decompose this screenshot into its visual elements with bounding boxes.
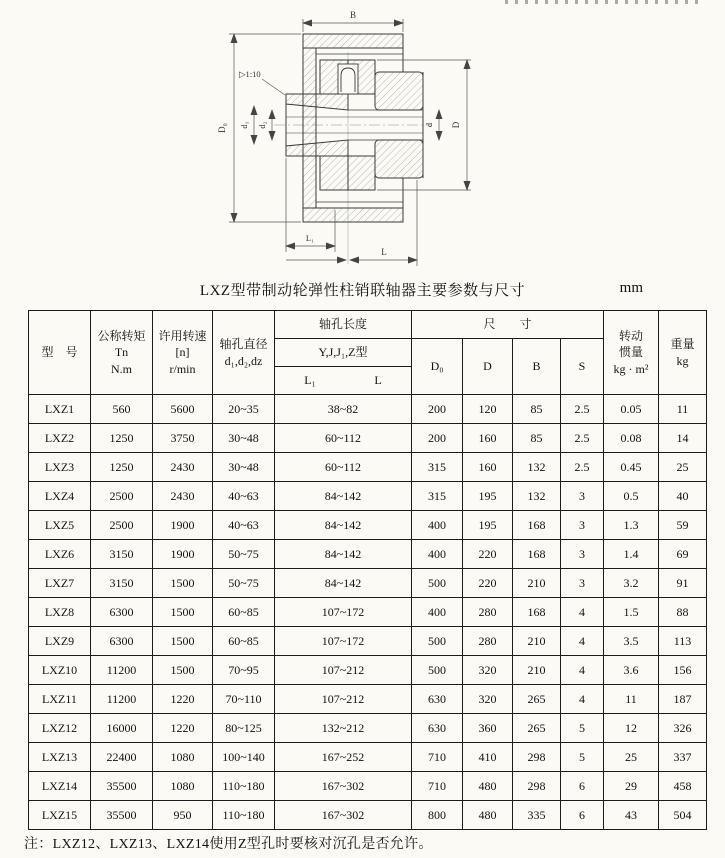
table-cell: 280 (463, 598, 513, 627)
table-cell: LXZ11 (29, 685, 91, 714)
table-cell: 3750 (153, 424, 213, 453)
table-cell: 167~302 (275, 772, 412, 801)
table-cell: LXZ13 (29, 743, 91, 772)
table-cell: LXZ2 (29, 424, 91, 453)
table-cell: 110~180 (213, 801, 275, 830)
table-cell: 280 (463, 627, 513, 656)
col-header-length-types: Y,J,J₁,Z型 (275, 339, 412, 367)
table-cell: 5 (561, 714, 604, 743)
table-cell: 710 (412, 743, 463, 772)
table-row (29, 685, 707, 714)
spec-table (28, 310, 707, 830)
taper-label: ▷1:10 (239, 69, 261, 79)
table-cell: 3150 (91, 540, 153, 569)
footnote: 注：LXZ12、LXZ13、LXZ14使用Z型孔时要核对沉孔是否允许。 (24, 837, 433, 852)
table-cell: 710 (412, 772, 463, 801)
table-cell: 0.08 (604, 424, 659, 453)
table-cell: 3 (561, 569, 604, 598)
table-cell: 0.5 (604, 482, 659, 511)
col-header-L1-L (275, 367, 412, 395)
table-cell: 107~172 (275, 627, 412, 656)
table-cell: 25 (659, 453, 707, 482)
table-cell: 22400 (91, 743, 153, 772)
table-cell: 2.5 (561, 424, 604, 453)
table-cell: 50~75 (213, 540, 275, 569)
table-cell: 20~35 (213, 395, 275, 424)
table-cell: 5600 (153, 395, 213, 424)
table-cell: 100~140 (213, 743, 275, 772)
table-cell: 35500 (91, 801, 153, 830)
table-cell: 4 (561, 656, 604, 685)
speed-line2: [n] (175, 345, 190, 360)
table-cell: 320 (463, 685, 513, 714)
table-cell: LXZ4 (29, 482, 91, 511)
bore-line2: d₁,d₂,dz (224, 353, 263, 368)
table-cell: 6300 (91, 627, 153, 656)
table-cell: 3 (561, 482, 604, 511)
table-cell: 3.6 (604, 656, 659, 685)
table-cell: 265 (513, 685, 561, 714)
table-cell: 480 (463, 801, 513, 830)
table-cell: 60~112 (275, 453, 412, 482)
col-header-inertia (604, 311, 659, 395)
table-cell: 16000 (91, 714, 153, 743)
table-row (29, 395, 707, 424)
table-header (29, 311, 707, 395)
l1-label: L₁ (304, 373, 316, 388)
col-header-speed (153, 311, 213, 395)
dim-label-b: B (349, 10, 357, 20)
table-cell: 107~212 (275, 685, 412, 714)
col-header-D: D (463, 339, 513, 395)
dim-label-d1: d₁ (239, 121, 249, 129)
table-cell: 500 (412, 569, 463, 598)
table-cell: 167~302 (275, 801, 412, 830)
table-row (29, 540, 707, 569)
table-cell: 113 (659, 627, 707, 656)
table-row (29, 743, 707, 772)
table-cell: 1.4 (604, 540, 659, 569)
table-row (29, 598, 707, 627)
table-cell: 1.3 (604, 511, 659, 540)
table-cell: 80~125 (213, 714, 275, 743)
table-cell: 30~48 (213, 453, 275, 482)
table-cell: 950 (153, 801, 213, 830)
table-row (29, 511, 707, 540)
table-cell: 1900 (153, 540, 213, 569)
table-cell: LXZ6 (29, 540, 91, 569)
table-cell: 59 (659, 511, 707, 540)
table-cell: 0.05 (604, 395, 659, 424)
table-cell: 1080 (153, 743, 213, 772)
table-cell: 43 (604, 801, 659, 830)
table-cell: 3150 (91, 569, 153, 598)
table-cell: 168 (513, 511, 561, 540)
table-row (29, 453, 707, 482)
table-cell: 1250 (91, 453, 153, 482)
table-cell: 35500 (91, 772, 153, 801)
table-cell: 85 (513, 395, 561, 424)
inertia-line3: kg · m² (613, 361, 649, 376)
table-cell: 40~63 (213, 482, 275, 511)
l-label: L (374, 373, 382, 388)
table-cell: 315 (412, 453, 463, 482)
table-cell: 84~142 (275, 540, 412, 569)
table-cell: 38~82 (275, 395, 412, 424)
table-cell: 195 (463, 511, 513, 540)
table-cell: 70~110 (213, 685, 275, 714)
table-cell: LXZ8 (29, 598, 91, 627)
table-cell: 1080 (153, 772, 213, 801)
dim-B (303, 19, 403, 32)
table-cell: 560 (91, 395, 153, 424)
table-cell: 480 (463, 772, 513, 801)
torque-line1: 公称转矩Tn (97, 329, 146, 360)
table-cell: 1500 (153, 598, 213, 627)
table-cell: 2500 (91, 511, 153, 540)
table-cell: 400 (412, 511, 463, 540)
table-row (29, 627, 707, 656)
coupling-section-drawing (212, 6, 484, 272)
title-row (0, 279, 725, 299)
page-title: LXZ型带制动轮弹性柱销联轴器主要参数与尺寸 (199, 283, 526, 299)
table-cell: 400 (412, 598, 463, 627)
table-cell: 210 (513, 569, 561, 598)
speed-line1: 许用转速 (158, 329, 207, 344)
table-cell: 3.2 (604, 569, 659, 598)
table-cell: 29 (604, 772, 659, 801)
dim-label-l: L (381, 247, 387, 257)
table-row (29, 482, 707, 511)
table-cell: 800 (412, 801, 463, 830)
col-header-length: 轴孔长度 (275, 311, 412, 339)
table-cell: 1500 (153, 627, 213, 656)
table-cell: 11 (659, 395, 707, 424)
table-cell: LXZ5 (29, 511, 91, 540)
table-cell: LXZ10 (29, 656, 91, 685)
col-header-size: 尺 寸 (412, 311, 604, 339)
table-cell: 84~142 (275, 511, 412, 540)
table-cell: 91 (659, 569, 707, 598)
bore-line1: 轴孔直径 (219, 337, 268, 352)
table-cell: 1250 (91, 424, 153, 453)
table-cell: 298 (513, 772, 561, 801)
cutoff-text-fragment (505, 0, 705, 4)
table-cell: 210 (513, 656, 561, 685)
weight-line1: 重量 (670, 337, 695, 352)
table-cell: 5 (561, 743, 604, 772)
table-cell: LXZ15 (29, 801, 91, 830)
table-cell: 200 (412, 395, 463, 424)
table-cell: 132~212 (275, 714, 412, 743)
table-cell: 504 (659, 801, 707, 830)
table-cell: 132 (513, 453, 561, 482)
col-header-D0: D₀ (412, 339, 463, 395)
table-cell: 107~172 (275, 598, 412, 627)
table-cell: 1220 (153, 714, 213, 743)
table-cell: 107~212 (275, 656, 412, 685)
torque-line2: N.m (111, 361, 132, 376)
col-header-model: 型 号 (29, 311, 91, 395)
table-cell: 500 (412, 627, 463, 656)
table-cell: 84~142 (275, 569, 412, 598)
table-cell: 85 (513, 424, 561, 453)
col-header-torque (91, 311, 153, 395)
table-cell: 6300 (91, 598, 153, 627)
table-cell: 630 (412, 714, 463, 743)
table-cell: 298 (513, 743, 561, 772)
table-cell: 1500 (153, 569, 213, 598)
table-cell: 3 (561, 511, 604, 540)
table-cell: 1500 (153, 656, 213, 685)
table-cell: 12 (604, 714, 659, 743)
table-row (29, 772, 707, 801)
table-cell: 220 (463, 569, 513, 598)
table-cell: LXZ14 (29, 772, 91, 801)
dim-label-d2: d₂ (257, 121, 267, 129)
table-cell: 3 (561, 540, 604, 569)
weight-line2: kg (676, 353, 689, 368)
table-cell: 160 (463, 424, 513, 453)
dim-label-d0: D₀ (217, 123, 227, 133)
table-cell: 4 (561, 627, 604, 656)
table-cell: 326 (659, 714, 707, 743)
table-cell: 210 (513, 627, 561, 656)
table-cell: 70~95 (213, 656, 275, 685)
table-cell: 40~63 (213, 511, 275, 540)
table-body (29, 395, 707, 830)
table-cell: 14 (659, 424, 707, 453)
table-cell: 2430 (153, 453, 213, 482)
table-cell: 6 (561, 772, 604, 801)
table-cell: 1220 (153, 685, 213, 714)
table-cell: 3.5 (604, 627, 659, 656)
table-cell: 167~252 (275, 743, 412, 772)
table-cell: 168 (513, 540, 561, 569)
table-cell: 40 (659, 482, 707, 511)
table-cell: 88 (659, 598, 707, 627)
table-row (29, 656, 707, 685)
table-cell: 315 (412, 482, 463, 511)
table-cell: 69 (659, 540, 707, 569)
table-cell: 630 (412, 685, 463, 714)
elastic-pin (338, 64, 358, 94)
table-cell: 4 (561, 598, 604, 627)
table-cell: 0.45 (604, 453, 659, 482)
table-cell: 11200 (91, 656, 153, 685)
table-cell: 2.5 (561, 395, 604, 424)
table-cell: LXZ12 (29, 714, 91, 743)
table-cell: 2500 (91, 482, 153, 511)
table-cell: 84~142 (275, 482, 412, 511)
table-cell: 60~112 (275, 424, 412, 453)
table-cell: 458 (659, 772, 707, 801)
dim-label-l1: L₁ (305, 233, 315, 243)
col-header-bore (213, 311, 275, 395)
table-cell: 410 (463, 743, 513, 772)
table-cell: 320 (463, 656, 513, 685)
table-cell: 156 (659, 656, 707, 685)
table-cell: 6 (561, 801, 604, 830)
table-cell: 187 (659, 685, 707, 714)
table-cell: 50~75 (213, 569, 275, 598)
col-header-weight (659, 311, 707, 395)
table-cell: 25 (604, 743, 659, 772)
table-cell: 11200 (91, 685, 153, 714)
taper-leader (262, 79, 285, 95)
table-cell: 160 (463, 453, 513, 482)
table-cell: 2430 (153, 482, 213, 511)
table-cell: 265 (513, 714, 561, 743)
table-row (29, 714, 707, 743)
table-row (29, 569, 707, 598)
table-cell: 1.5 (604, 598, 659, 627)
table-cell: 30~48 (213, 424, 275, 453)
unit-label: mm (619, 280, 643, 296)
table-cell: 195 (463, 482, 513, 511)
table-cell: 110~180 (213, 772, 275, 801)
table-cell: LXZ7 (29, 569, 91, 598)
table-cell: 335 (513, 801, 561, 830)
table-row (29, 801, 707, 830)
table-cell: 168 (513, 598, 561, 627)
table-cell: LXZ9 (29, 627, 91, 656)
table-cell: 4 (561, 685, 604, 714)
table-cell: LXZ3 (29, 453, 91, 482)
table-cell: 200 (412, 424, 463, 453)
table-cell: 11 (604, 685, 659, 714)
table-cell: 132 (513, 482, 561, 511)
table-cell: LXZ1 (29, 395, 91, 424)
table-row (29, 424, 707, 453)
table-cell: 120 (463, 395, 513, 424)
table-cell: 1900 (153, 511, 213, 540)
inertia-line1: 转动 (619, 329, 644, 344)
speed-line3: r/min (169, 361, 196, 376)
col-header-B: B (513, 339, 561, 395)
inertia-line2: 惯量 (619, 345, 644, 360)
table-cell: 400 (412, 540, 463, 569)
col-header-S: S (561, 339, 604, 395)
table-cell: 337 (659, 743, 707, 772)
dim-label-D: D (451, 121, 461, 129)
table-cell: 500 (412, 656, 463, 685)
dim-label-d: d (424, 122, 434, 128)
table-cell: 60~85 (213, 598, 275, 627)
table-cell: 220 (463, 540, 513, 569)
table-cell: 60~85 (213, 627, 275, 656)
table-cell: 360 (463, 714, 513, 743)
table-cell: 2.5 (561, 453, 604, 482)
